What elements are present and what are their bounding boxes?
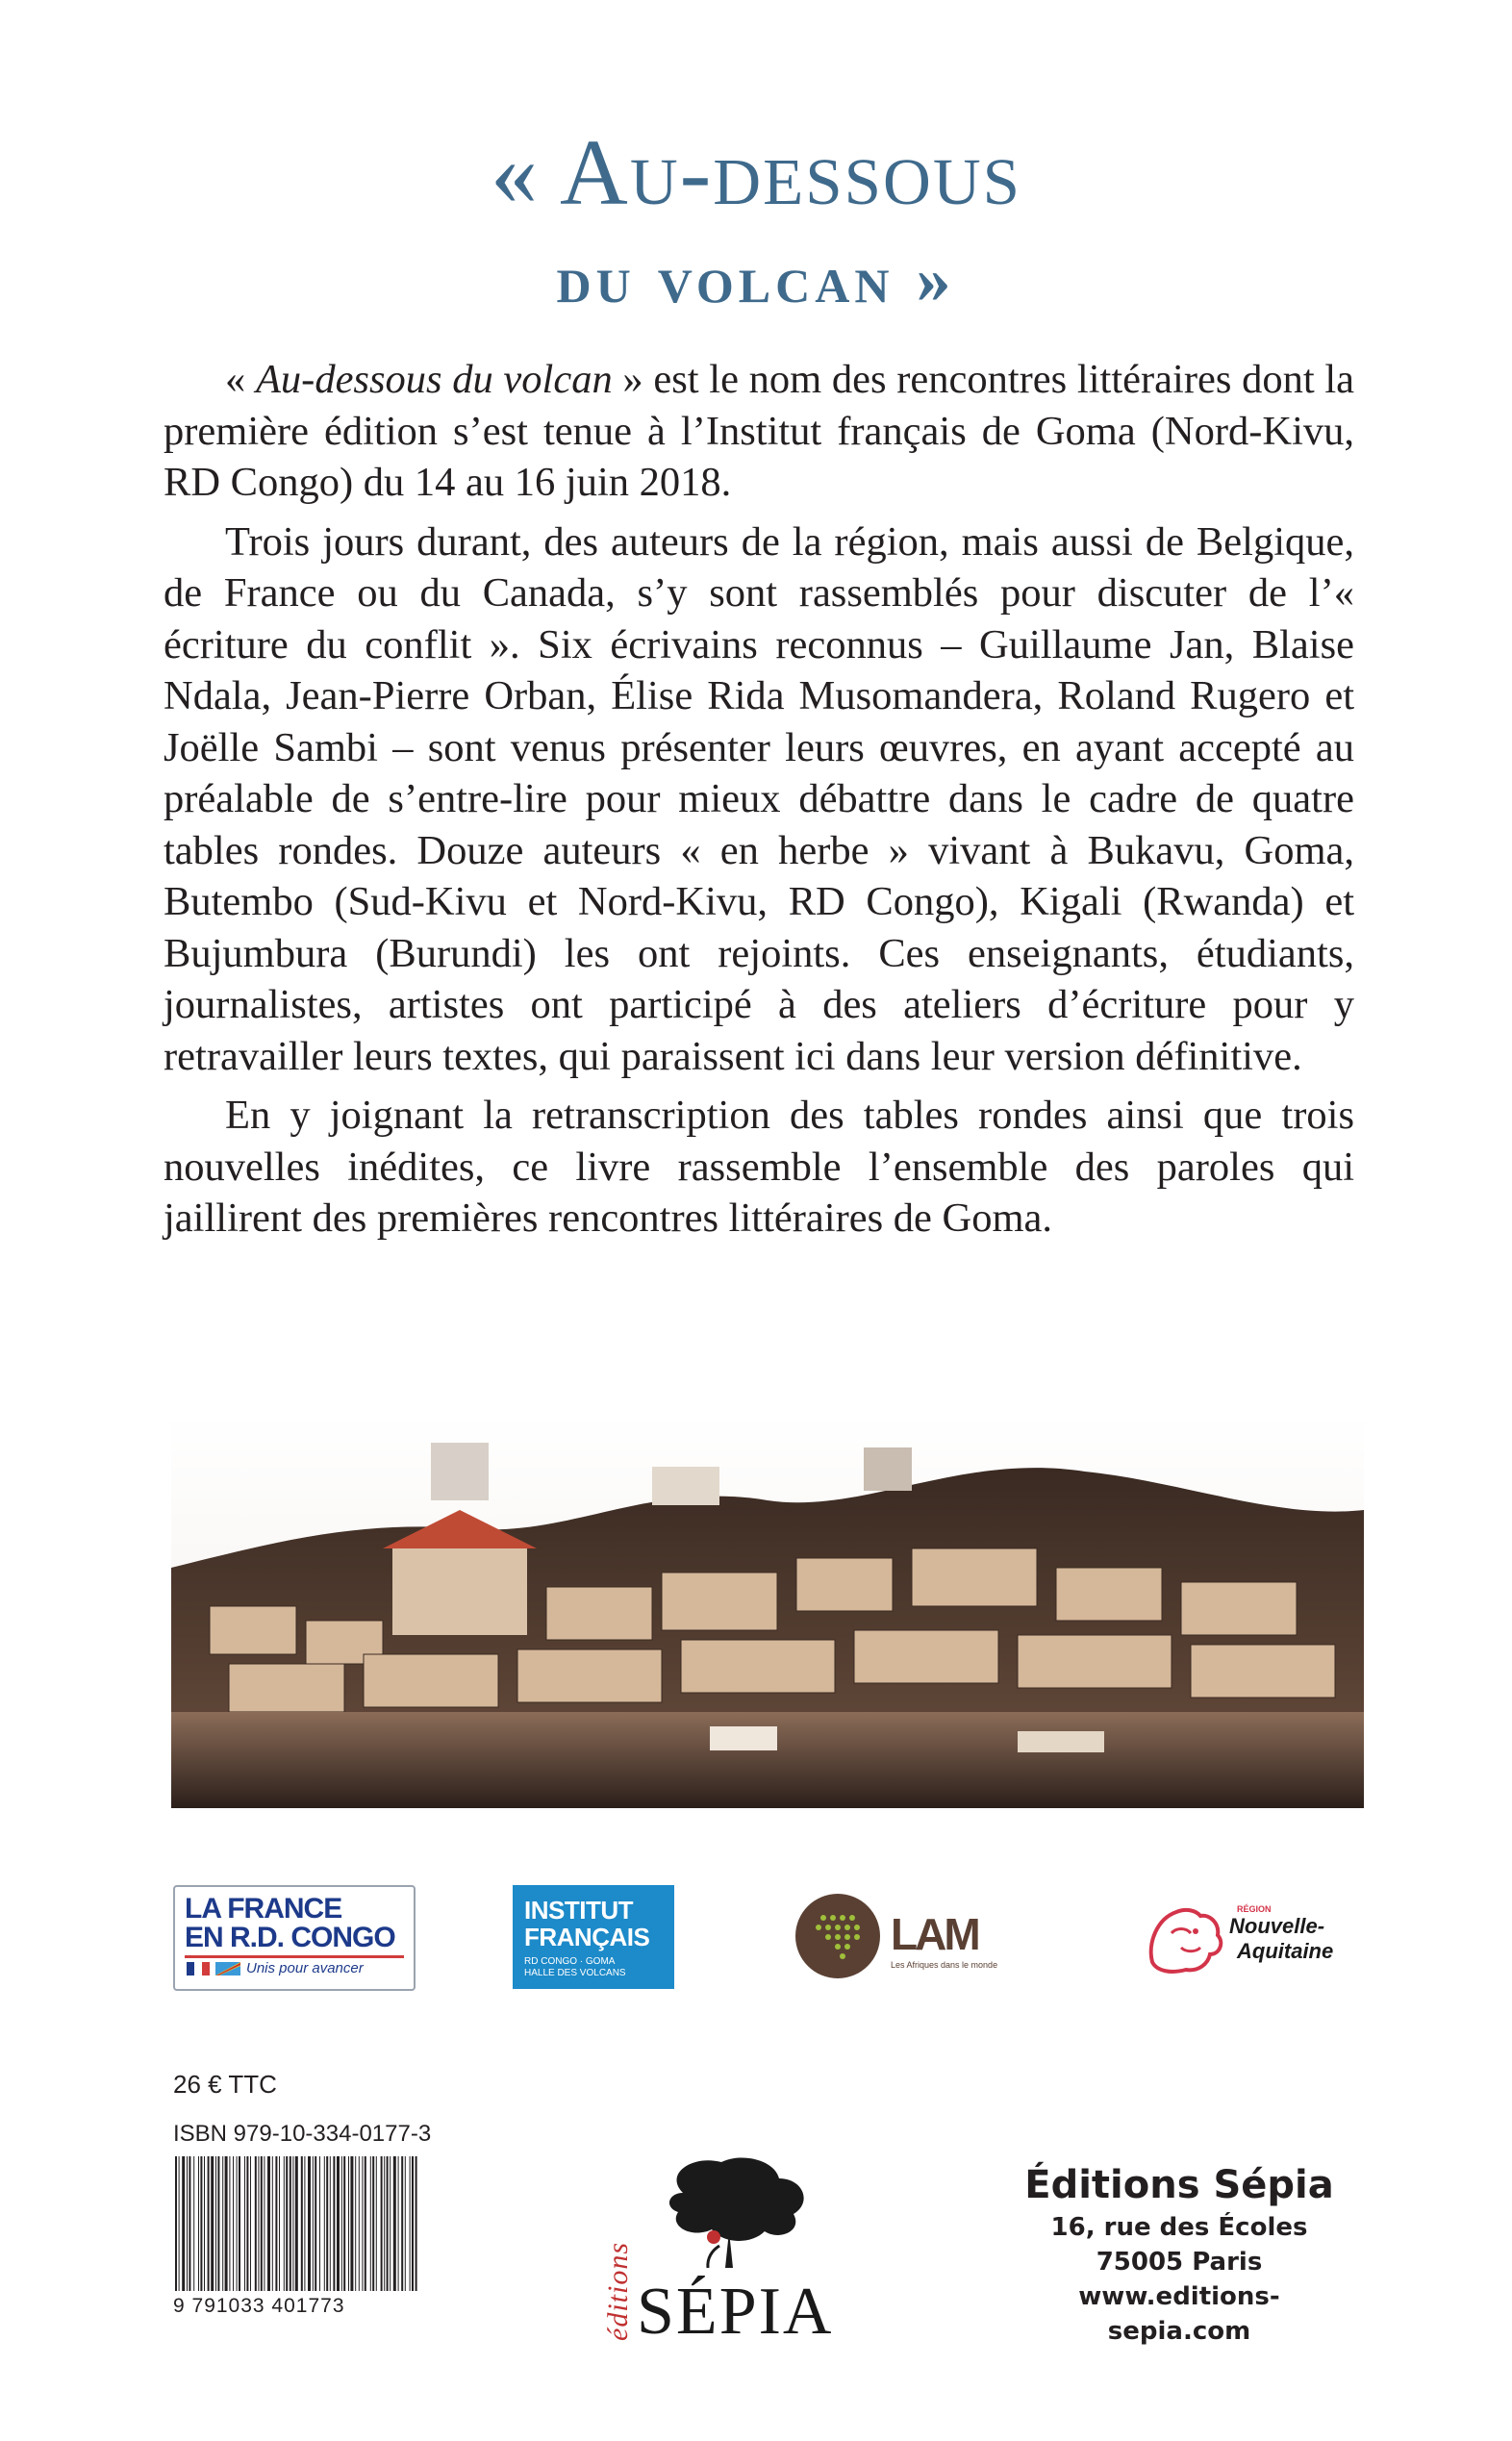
france-logo-line1: LA FRANCE: [185, 1893, 342, 1925]
barcode-bar: [324, 2156, 325, 2291]
sepia-wordmark: SÉPIA: [637, 2275, 834, 2349]
paragraph-3: En y joignant la retranscription des tables rondes ainsi que trois nouvelles inédites, ce livre rassemble l’ensemble des paroles qui jaillirent des premières rencontres littéraires de Goma.: [164, 1093, 1354, 1241]
barcode-bar: [229, 2156, 230, 2291]
france-logo-underline: [185, 1955, 404, 1958]
barcode-bar: [308, 2156, 311, 2291]
institut-sub2: HALLE DES VOLCANS: [524, 1968, 626, 1978]
barcode-bar: [233, 2156, 234, 2291]
barcode-bar: [272, 2156, 273, 2291]
title-initial: A: [560, 121, 630, 225]
title-line-2: du volcan »: [556, 240, 956, 317]
flags-icon: [187, 1962, 240, 1975]
barcode-bar: [182, 2156, 185, 2291]
barcode-bar: [175, 2156, 177, 2291]
barcode-bar: [381, 2156, 383, 2291]
region-name-line2: Aquitaine: [1237, 1939, 1334, 1963]
france-logo-line2: EN R.D. CONGO: [185, 1922, 395, 1953]
barcode-bar: [258, 2156, 259, 2291]
title-word-1: u-dessous: [629, 121, 1022, 225]
barcode-bar: [343, 2156, 345, 2291]
barcode-bar: [362, 2156, 363, 2291]
barcode-bar: [405, 2156, 406, 2291]
france-logo-tagline: Unis pour avancer: [246, 1960, 364, 1976]
lam-logo-text: LAM: [891, 1909, 978, 1959]
lam-globe-icon: [794, 1893, 881, 1979]
barcode-bar: [286, 2156, 288, 2291]
lion-icon: [1143, 1895, 1229, 1981]
barcode-bar: [401, 2156, 403, 2291]
barcode-bar: [179, 2156, 180, 2291]
barcode-bar: [370, 2156, 371, 2291]
barcode-bar: [211, 2156, 214, 2291]
barcode-bar: [326, 2156, 328, 2291]
barcode-bar: [341, 2156, 342, 2291]
institut-sub1: RD CONGO · GOMA: [524, 1956, 616, 1967]
barcode-bar: [284, 2156, 285, 2291]
title-open-quote: «: [490, 121, 561, 225]
region-name-line1: Nouvelle-: [1229, 1914, 1325, 1938]
price: 26 € TTC: [173, 2070, 277, 2099]
lam-logo-subtitle: Les Afriques dans le monde: [891, 1960, 998, 1970]
barcode-bar: [292, 2156, 293, 2291]
barcode-bar: [313, 2156, 314, 2291]
barcode-bar: [301, 2156, 303, 2291]
barcode-bar: [187, 2156, 188, 2291]
barcode-bar: [372, 2156, 374, 2291]
barcode-bar: [384, 2156, 385, 2291]
barcode-bar: [393, 2156, 396, 2291]
barcode-bar: [198, 2156, 199, 2291]
p1-open-quote: «: [225, 357, 256, 402]
barcode-bar: [222, 2156, 223, 2291]
barcode-bar: [359, 2156, 360, 2291]
logo-france-rd-congo: [173, 1885, 416, 1991]
barcode-bar: [315, 2156, 316, 2291]
barcode-bar: [410, 2156, 411, 2291]
paragraph-1: [164, 354, 1354, 509]
barcode-bar: [350, 2156, 353, 2291]
institut-logo-sub: [524, 1956, 626, 1979]
barcode-bar: [376, 2156, 377, 2291]
barcode-bar: [295, 2156, 298, 2291]
barcode-bar: [304, 2156, 305, 2291]
barcode-bar: [255, 2156, 257, 2291]
barcode-bar: [416, 2156, 417, 2291]
barcode-bar: [267, 2156, 270, 2291]
barcode-bar: [225, 2156, 228, 2291]
institut-line1: INSTITUT: [524, 1896, 633, 1925]
barcode-bar: [239, 2156, 240, 2291]
barcode-bar: [204, 2156, 205, 2291]
region-label: RÉGION: [1237, 1904, 1272, 1914]
p1-italic-title: Au-dessous du volcan: [255, 357, 613, 402]
institut-line2: FRANÇAIS: [524, 1923, 650, 1951]
publisher-city: 75005 Paris: [1096, 2248, 1263, 2277]
barcode-bar: [189, 2156, 190, 2291]
p1-text: » est le nom des rencontres littéraires dont la première édition s’est tenue à l’Institut français de Goma (Nord-Kivu, RD Congo) du 14 au 16 juin 2018.: [164, 357, 1354, 505]
barcode-bar: [250, 2156, 251, 2291]
barcode-bar: [290, 2156, 291, 2291]
barcode-bar: [217, 2156, 219, 2291]
back-cover-blurb: [164, 354, 1354, 1252]
barcode-bar: [412, 2156, 414, 2291]
isbn: ISBN 979-10-334-0177-3: [173, 2121, 432, 2147]
barcode-bar: [387, 2156, 389, 2291]
institut-logo-title: [524, 1897, 649, 1950]
book-title: [0, 115, 1512, 327]
publisher-website: www.editions-sepia.com: [1078, 2282, 1280, 2346]
barcode-bar: [337, 2156, 340, 2291]
barcode-bar: [398, 2156, 399, 2291]
barcode-bar: [275, 2156, 277, 2291]
barcode-bar: [355, 2156, 356, 2291]
barcode-bar: [200, 2156, 202, 2291]
partner-logos: [0, 1885, 1512, 2001]
barcode-bar: [193, 2156, 194, 2291]
barcode-bar: [348, 2156, 349, 2291]
barcode-bar: [246, 2156, 248, 2291]
logo-region-nouvelle-aquitaine: [1143, 1885, 1354, 1989]
barcode-bar: [330, 2156, 331, 2291]
barcode-bar: [244, 2156, 245, 2291]
title-line-1: [0, 115, 1512, 231]
paragraph-2: Trois jours durant, des auteurs de la région, mais aussi de Belgique, de France ou du Canada, s’y sont rassemblés pour discuter de l’« écriture du conflit ». Six écrivains reconnus – Guillaume Jan, Blaise Ndala, Jean-Pierre Orban, Élise Rida Musomandera, Roland Rugero et Joëlle Sambi – sont venus présenter leurs œuvres, en ayant accepté au préalable de s’entre-lire pour mieux débattre dans le cadre de quatre tables rondes. Douze auteurs « en herbe » vivant à Bukavu, Goma, Butembo (Sud-Kivu et Nord-Kivu, RD Congo), Kigali (Rwanda) et Bujumbura (Burundi) les ont rejoints. Ces enseignants, étudiants, journalistes, artistes ont participé à des ateliers d’écriture pour y retravailler leurs textes, qui paraissent ici dans leur version définitive.: [164, 518, 1354, 1079]
barcode-bar: [264, 2156, 265, 2291]
barcode-bar: [333, 2156, 335, 2291]
barcode-bar: [215, 2156, 216, 2291]
barcode-digits: 9 791033 401773: [173, 2295, 345, 2317]
logo-lam: [794, 1885, 1016, 1989]
barcode-bar: [279, 2156, 280, 2291]
barcode-bar: [390, 2156, 391, 2291]
publisher-name: Éditions Sépia: [1024, 2163, 1334, 2207]
barcode-bar: [237, 2156, 238, 2291]
goma-cityscape-photo: [171, 1414, 1364, 1808]
publisher-info: [1016, 2160, 1343, 2349]
isbn-barcode: [173, 2156, 417, 2291]
barcode-bar: [319, 2156, 320, 2291]
barcode-bar: [261, 2156, 263, 2291]
barcode-bar: [208, 2156, 210, 2291]
sepia-editions-label: éditions: [602, 2242, 634, 2341]
publisher-street: 16, rue des Écoles: [1050, 2213, 1308, 2242]
logo-institut-francais: [513, 1885, 674, 1989]
barcode-bar: [365, 2156, 366, 2291]
cityscape-illustration: [171, 1414, 1364, 1808]
